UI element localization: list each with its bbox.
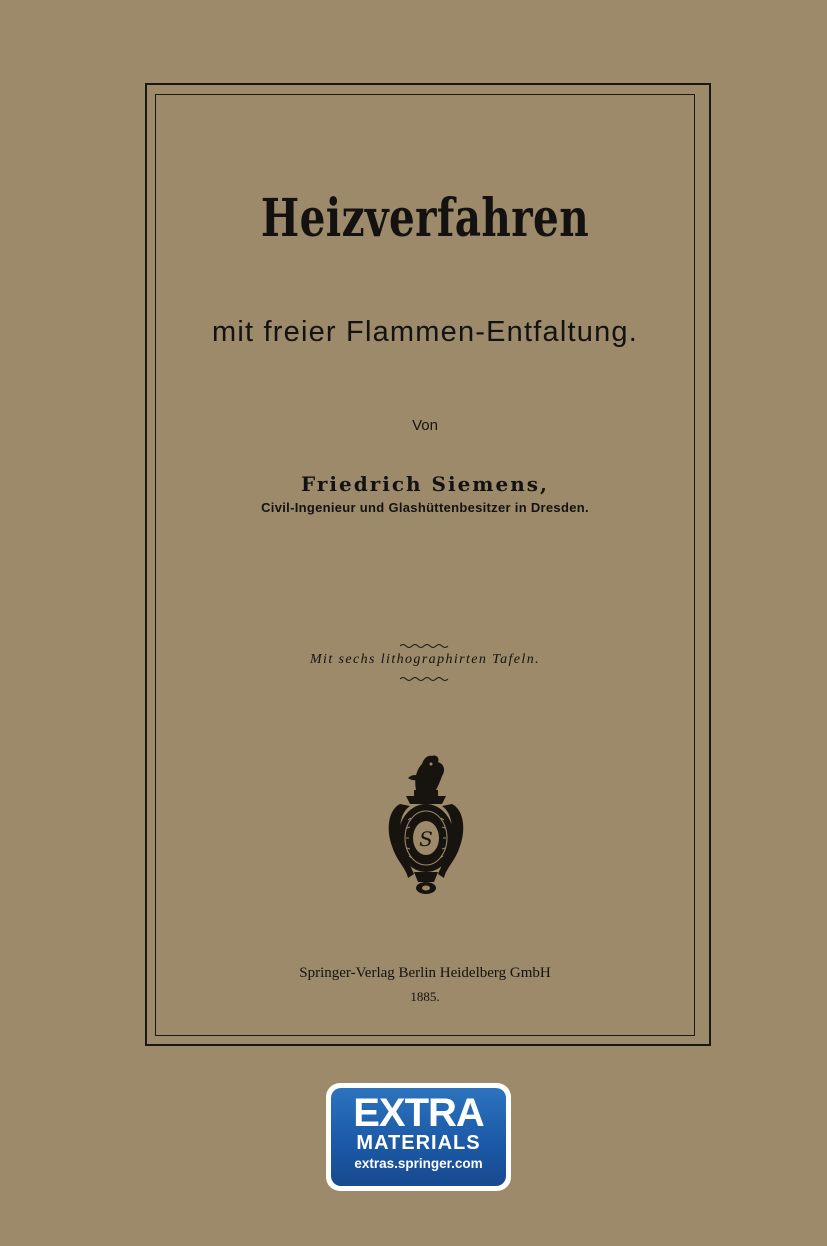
- extra-materials-badge-body: [331, 1088, 506, 1186]
- emblem-monogram: S: [419, 827, 433, 851]
- author-description: Civil-Ingenieur und Glashüttenbesitzer in Dresden.: [261, 500, 589, 515]
- ornament-wave-bottom: [400, 676, 450, 682]
- publisher-name: Springer-Verlag Berlin Heidelberg GmbH: [299, 965, 551, 981]
- springer-knight-emblem-icon: [378, 750, 472, 900]
- ornament-wave-top: [400, 643, 450, 649]
- book-title: Heizverfahren: [260, 188, 590, 249]
- extra-materials-badge[interactable]: [326, 1083, 511, 1191]
- badge-url-link[interactable]: extras.springer.com: [354, 1156, 483, 1171]
- book-subtitle: mit freier Flammen-Entfaltung.: [211, 316, 638, 348]
- badge-materials-label: MATERIALS: [356, 1132, 481, 1154]
- plates-note: Mit sechs lithographirten Tafeln.: [309, 652, 541, 667]
- author-name: Friedrich Siemens,: [301, 472, 549, 496]
- publication-year: 1885.: [410, 989, 440, 1004]
- badge-extra-label: EXTRA: [353, 1091, 484, 1135]
- by-label: Von: [412, 417, 438, 434]
